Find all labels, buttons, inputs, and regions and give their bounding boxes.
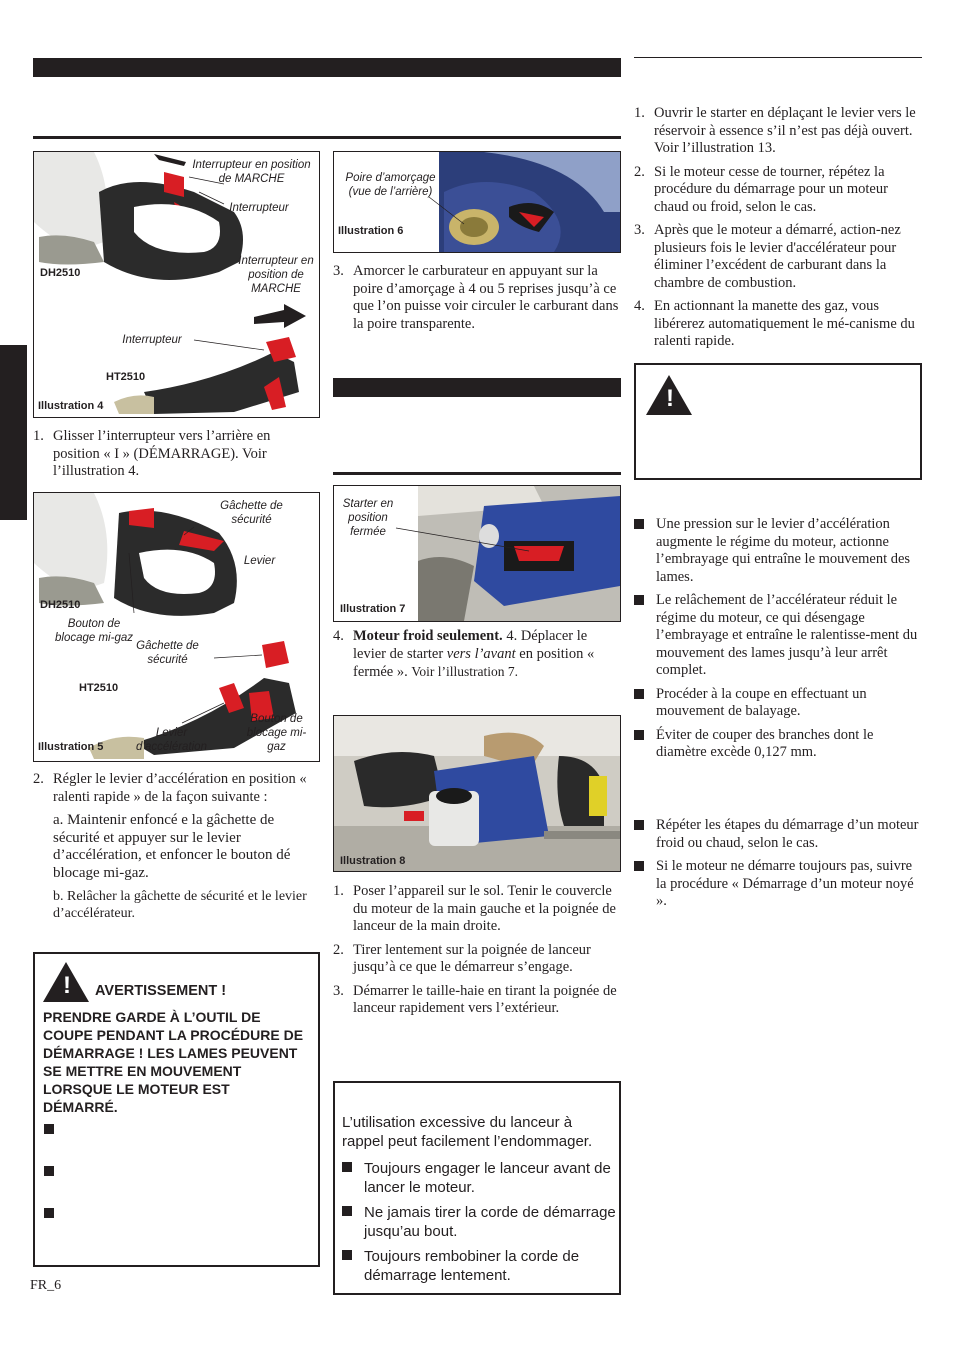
bullet-square <box>44 1208 54 1218</box>
model-code: DH2510 <box>40 267 81 279</box>
caution-box <box>634 363 922 480</box>
illustration-4 <box>33 151 320 418</box>
list-item: Le relâchement de l’accélérateur réduit le régime du moteur, ce qui désengage l’embrayage et entraîne le ralentisse-ment du mouvement des lames jusqu’à leur arrêt complet. <box>634 592 922 680</box>
label-safety-trigger: Gâchette de sécurité <box>220 500 283 526</box>
bullet-square <box>634 519 644 529</box>
step-bold: Moteur froid seulement. <box>353 628 503 644</box>
bullet-square <box>634 595 644 605</box>
step-number: 4. <box>333 628 344 644</box>
column-1-steps <box>33 428 320 487</box>
list-item: 3. Démarrer le taille-haie en tirant la poignée de lanceur rapidement vers l’extérieur. <box>333 982 617 1016</box>
column-2-step-3 <box>333 263 621 339</box>
bullet-square <box>342 1250 352 1260</box>
list-item: 2. Régler le levier d’accélération en position « ralenti rapide » de la façon suivante : <box>33 771 307 805</box>
list-item: Si le moteur ne démarre toujours pas, suivre la procédure « Démarrage d’un moteur noyé ». <box>634 858 922 911</box>
warning-icon: ! <box>43 962 89 1002</box>
figure-caption: Illustration 7 <box>340 603 406 615</box>
bullet-square <box>634 689 644 699</box>
list-item: 1. Ouvrir le starter en déplaçant le levier vers le réservoir à essence s’il n’est pas déjà ouvert. Voir l’illustration 13. <box>634 105 916 156</box>
step-text: 4. Déplacer le levier de starter <box>353 628 588 662</box>
column-3-steps <box>634 105 922 357</box>
list-item: Toujours rembobiner la corde de démarrage lentement. <box>342 1247 617 1285</box>
list-item: Répéter les étapes du démarrage d’un moteur froid ou chaud, selon le cas. <box>634 817 922 852</box>
label-safety-trigger-2: Gâchette de sécurité <box>136 640 199 666</box>
list-item: 3. Amorcer le carburateur en appuyant sur la poire d’amorçage à 4 ou 5 reprises jusqu’à ce que l’on puisse voir circuler le carburant dans la poire transparente. <box>333 263 619 332</box>
list-item: Éviter de couper des branches dont le diamètre excède 0,127 mm. <box>634 727 922 762</box>
substep-a: a. Maintenir enfoncé e la gâchette de sécurité et appuyer sur le levier d’accélération, et enfoncer le bouton dé blocage mi-gaz. <box>53 812 291 881</box>
column-3-bullets <box>634 516 922 768</box>
figure-caption: Illustration 6 <box>338 225 404 237</box>
label-half-throttle-lock: Bouton de blocage mi-gaz <box>55 618 133 644</box>
list-item: 1. Poser l’appareil sur le sol. Tenir le couvercle du moteur de la main gauche et la poignée de lanceur de la main droite. <box>333 883 616 934</box>
label-lever: Levier <box>243 555 276 567</box>
header-rule-right <box>634 57 922 58</box>
bullet-square <box>634 730 644 740</box>
subsection-rule <box>33 136 621 139</box>
illustration-6 <box>333 151 621 253</box>
label-switch: Interrupteur <box>229 202 289 214</box>
label-switch-on-2: Interrupteur en position de MARCHE <box>238 255 314 295</box>
list-item: Toujours engager le lanceur avant de lancer le moteur. <box>342 1159 617 1197</box>
primer-bulb-image <box>334 152 620 252</box>
bullet-square <box>342 1162 352 1172</box>
illustration-8 <box>333 715 621 872</box>
list-item: 2. Si le moteur cesse de tourner, répétez la procédure du démarrage pour un moteur chaud ou froid, selon le cas. <box>634 163 888 215</box>
list-item: Procéder à la coupe en effectuant un mouvement de balayage. <box>634 686 922 721</box>
label-switch-2: Interrupteur <box>122 334 182 346</box>
list-item: 4. En actionnant la manette des gaz, vous libérerez automatiquement le mé-canisme du ralenti rapide. <box>634 298 915 349</box>
model-code: HT2510 <box>106 371 146 383</box>
illustration-7 <box>333 485 621 622</box>
warning-icon: ! <box>646 375 692 415</box>
bullet-square <box>44 1166 54 1176</box>
figure-caption: Illustration 8 <box>340 855 406 867</box>
bullet-square <box>342 1206 352 1216</box>
warning-title: AVERTISSEMENT ! <box>95 983 227 999</box>
warning-box <box>33 952 320 1267</box>
side-tab <box>0 345 27 520</box>
substep-b: b. Relâcher la gâchette de sécurité et le levier d’accélérateur. <box>53 889 307 921</box>
starter-note-box <box>333 1081 621 1295</box>
bullet-square <box>44 1124 54 1134</box>
label-switch-on: Interrupteur en position de MARCHE <box>192 159 311 185</box>
model-code: DH2510 <box>40 599 81 611</box>
step-italic: vers l’avant <box>446 645 516 662</box>
label-primer-bulb: Poire d’amorçage (vue de l’arrière) <box>345 172 436 198</box>
section-header-bar <box>33 58 621 77</box>
list-item: 1. Glisser l’interrupteur vers l’arrière en position « I » (DÉMARRAGE). Voir l’illustration 4. <box>33 428 271 479</box>
figure-caption: Illustration 5 <box>38 741 104 753</box>
list-item: Ne jamais tirer la corde de démarrage jusqu’au bout. <box>342 1203 617 1241</box>
note-text: L’utilisation excessive du lanceur à rappel peut facilement l’endommager. <box>342 1114 593 1150</box>
column-2-start-steps <box>333 883 621 1024</box>
page-number: FR_6 <box>30 1278 62 1293</box>
warning-text: PRENDRE GARDE À L’OUTIL DE COUPE PENDANT LA PROCÉDURE DE DÉMARRAGE ! LES LAMES PEUVENT SE METTRE EN MOUVEMENT LORSQUE LE MOTEUR EST DÉMARRÉ. <box>43 1009 304 1115</box>
list-item: 3. Après que le moteur a démarré, action-nez plusieurs fois le levier d'accélérateur pour éliminer l’excédent de carburant dans la chambre de combustion. <box>634 222 901 291</box>
subsection-rule <box>333 472 621 475</box>
bullet-square <box>634 861 644 871</box>
note-bullets <box>342 1159 617 1291</box>
starting-hedge-trimmer-image <box>334 716 620 871</box>
label-throttle-lever: Levier d’accélération <box>136 727 207 753</box>
label-choke-closed: Starter en position fermée <box>342 498 394 538</box>
step-ref: Voir l’illustration 7. <box>411 664 518 679</box>
figure-caption: Illustration 4 <box>38 400 104 412</box>
model-code: HT2510 <box>79 682 119 694</box>
list-item: 2. Tirer lentement sur la poignée de lanceur jusqu’à ce que le démarreur s’engage. <box>333 941 591 975</box>
list-item: Une pression sur le levier d’accélération augmente le régime du moteur, actionne l’embrayage qui entraîne le mouvement des lames. <box>634 516 922 586</box>
label-half-throttle-lock-2: Bouton de blocage mi-gaz <box>246 713 307 753</box>
illustration-5 <box>33 492 320 762</box>
column-3-bullets-2 <box>634 817 922 917</box>
section-header-bar <box>333 378 621 397</box>
step-text-end: en position « fermée ». <box>353 645 595 680</box>
bullet-square <box>634 820 644 830</box>
column-2-step-4 <box>333 628 621 682</box>
column-1-steps-2 <box>33 771 320 922</box>
